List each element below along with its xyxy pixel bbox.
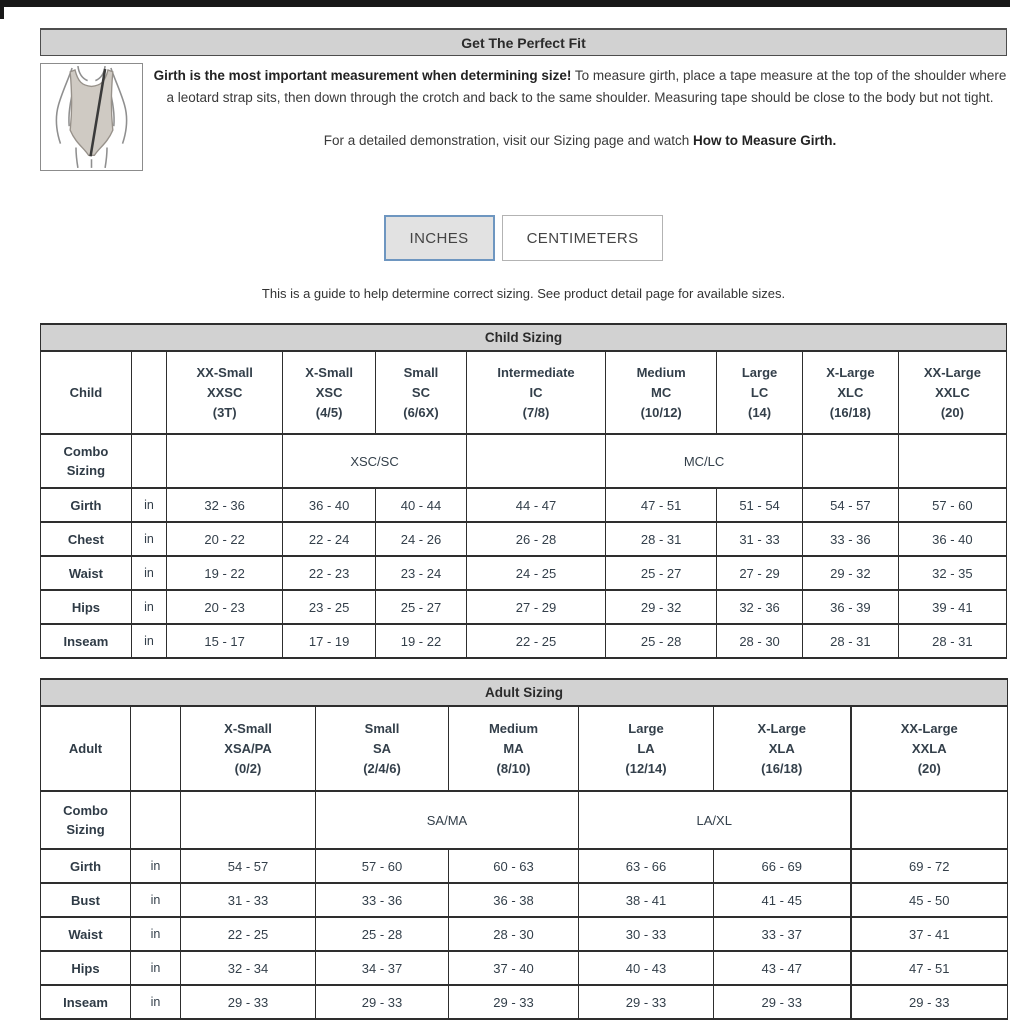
size-column-header: [606, 351, 717, 434]
size-range-cell: 36 - 40: [898, 522, 1006, 556]
size-range-cell: 22 - 25: [181, 917, 316, 951]
size-column-sizes: (10/12): [640, 404, 682, 420]
size-range-cell: 25 - 28: [316, 917, 449, 951]
size-column-header: [376, 351, 467, 434]
combo-sizing-row: [41, 434, 1007, 488]
combo-cell: MC/LC: [606, 434, 803, 488]
measurement-row-label: Inseam: [41, 985, 131, 1019]
size-range-cell: 29 - 33: [851, 985, 1008, 1019]
size-column-name: XX-Small: [196, 364, 253, 380]
size-column-code: LA: [637, 740, 655, 756]
size-range-cell: 33 - 37: [714, 917, 851, 951]
size-range-cell: 29 - 33: [714, 985, 851, 1019]
size-column-sizes: (20): [917, 760, 941, 776]
size-range-cell: 17 - 19: [283, 624, 376, 658]
size-column-header: [283, 351, 376, 434]
size-column-sizes: (4/5): [315, 404, 343, 420]
combo-cell: SA/MA: [316, 791, 579, 849]
size-range-cell: 22 - 24: [283, 522, 376, 556]
size-column-header: [579, 706, 714, 791]
size-column-sizes: (14): [748, 404, 772, 420]
unit-toggle: [40, 215, 1007, 261]
measurement-row-label: Girth: [41, 488, 132, 522]
size-range-cell: 40 - 43: [579, 951, 714, 985]
size-column-code: MC: [651, 384, 672, 400]
measurement-row-label: Waist: [41, 917, 131, 951]
demo-line-bold: How to Measure Girth.: [692, 133, 837, 148]
size-column-header: [181, 706, 316, 791]
measurement-row-label: Inseam: [41, 624, 132, 658]
unit-cell: in: [131, 985, 181, 1019]
size-range-cell: 19 - 22: [167, 556, 283, 590]
unit-cell: in: [131, 849, 181, 883]
demo-line: [153, 133, 1007, 148]
size-range-cell: 32 - 36: [167, 488, 283, 522]
size-range-cell: 24 - 26: [376, 522, 467, 556]
size-column-name: Small: [403, 364, 439, 380]
size-range-cell: 43 - 47: [714, 951, 851, 985]
size-range-cell: 54 - 57: [802, 488, 898, 522]
size-column-name: XX-Large: [923, 364, 981, 380]
size-column-name: Small: [364, 720, 400, 736]
size-range-cell: 54 - 57: [181, 849, 316, 883]
page-title: Get The Perfect Fit: [40, 28, 1007, 56]
size-column-header: [449, 706, 579, 791]
size-range-cell: 40 - 44: [376, 488, 467, 522]
measurement-row-label: Waist: [41, 556, 132, 590]
size-range-cell: 29 - 33: [181, 985, 316, 1019]
size-range-cell: 32 - 36: [717, 590, 803, 624]
unit-cell: in: [131, 556, 166, 590]
page-top-rule: [0, 0, 1010, 7]
combo-row-header: Combo Sizing: [41, 434, 132, 488]
combo-cell: XSC/SC: [283, 434, 467, 488]
size-range-cell: 23 - 24: [376, 556, 467, 590]
size-range-cell: 19 - 22: [376, 624, 467, 658]
size-range-cell: 26 - 28: [466, 522, 605, 556]
size-range-cell: 29 - 32: [802, 556, 898, 590]
size-range-cell: 27 - 29: [717, 556, 803, 590]
size-range-cell: 32 - 35: [898, 556, 1006, 590]
size-column-name: X-Large: [757, 720, 806, 736]
measurement-row: [41, 849, 1008, 883]
size-range-cell: 28 - 31: [898, 624, 1006, 658]
table-title-row: [41, 324, 1007, 351]
measurement-row: [41, 590, 1007, 624]
size-range-cell: 66 - 69: [714, 849, 851, 883]
size-column-header: [717, 351, 803, 434]
combo-cell: [181, 791, 316, 849]
combo-unit-cell: [131, 791, 181, 849]
unit-cell: in: [131, 624, 166, 658]
demo-line-pre: For a detailed demonstration, visit our Sizing page and watch: [323, 133, 693, 148]
combo-cell: [898, 434, 1006, 488]
size-range-cell: 36 - 40: [283, 488, 376, 522]
size-range-cell: 20 - 22: [167, 522, 283, 556]
adult-sizing-table: [40, 678, 1008, 1020]
measurement-row-label: Girth: [41, 849, 131, 883]
size-column-code: XSA/PA: [224, 740, 272, 756]
size-range-cell: 41 - 45: [714, 883, 851, 917]
size-range-cell: 31 - 33: [181, 883, 316, 917]
size-range-cell: 22 - 23: [283, 556, 376, 590]
inches-button[interactable]: INCHES: [384, 215, 495, 261]
table-title: Child Sizing: [41, 324, 1007, 351]
size-column-code: XXLC: [935, 384, 970, 400]
size-column-sizes: (16/18): [761, 760, 803, 776]
size-column-sizes: (0/2): [234, 760, 262, 776]
size-range-cell: 69 - 72: [851, 849, 1008, 883]
unit-cell: in: [131, 883, 181, 917]
table-row-header: Child: [41, 351, 132, 434]
size-column-code: XXSC: [206, 384, 243, 400]
size-column-sizes: (8/10): [496, 760, 531, 776]
unit-cell: in: [131, 488, 166, 522]
size-range-cell: 37 - 40: [449, 951, 579, 985]
size-column-code: XLC: [837, 384, 864, 400]
measurement-row: [41, 522, 1007, 556]
size-range-cell: 45 - 50: [851, 883, 1008, 917]
size-range-cell: 30 - 33: [579, 917, 714, 951]
size-range-cell: 22 - 25: [466, 624, 605, 658]
centimeters-button[interactable]: CENTIMETERS: [502, 215, 664, 261]
size-range-cell: 29 - 33: [579, 985, 714, 1019]
size-column-header: [802, 351, 898, 434]
size-column-code: XXLA: [911, 740, 947, 756]
size-range-cell: 44 - 47: [466, 488, 605, 522]
unit-header-cell: [131, 351, 166, 434]
size-range-cell: 25 - 28: [606, 624, 717, 658]
leotard-girth-icon: [43, 66, 140, 168]
size-range-cell: 47 - 51: [606, 488, 717, 522]
size-range-cell: 33 - 36: [802, 522, 898, 556]
size-range-cell: 28 - 31: [802, 624, 898, 658]
measurement-row: [41, 951, 1008, 985]
table-row-header: Adult: [41, 706, 131, 791]
girth-measurement-figure: [40, 63, 143, 171]
unit-cell: in: [131, 590, 166, 624]
size-guide-page: [40, 28, 1007, 1020]
size-range-cell: 39 - 41: [898, 590, 1006, 624]
size-column-name: Intermediate: [497, 364, 575, 380]
size-range-cell: 28 - 30: [717, 624, 803, 658]
size-column-name: Large: [628, 720, 664, 736]
size-column-sizes: (3T): [212, 404, 237, 420]
combo-cell: [466, 434, 605, 488]
size-column-code: IC: [529, 384, 543, 400]
size-column-header: [898, 351, 1006, 434]
combo-sizing-row: [41, 791, 1008, 849]
sizing-guide-note: This is a guide to help determine correct sizing. See product detail page for available sizes.: [261, 286, 786, 301]
size-range-cell: 38 - 41: [579, 883, 714, 917]
size-column-code: XLA: [768, 740, 795, 756]
size-column-sizes: (7/8): [522, 404, 550, 420]
size-range-cell: 15 - 17: [167, 624, 283, 658]
size-column-code: SC: [411, 384, 430, 400]
size-header-row: [41, 351, 1007, 434]
size-column-header: [167, 351, 283, 434]
combo-cell: [802, 434, 898, 488]
size-range-cell: 28 - 30: [449, 917, 579, 951]
girth-intro-paragraph: [153, 65, 1007, 109]
size-range-cell: 36 - 38: [449, 883, 579, 917]
size-range-cell: 23 - 25: [283, 590, 376, 624]
combo-row-header: Combo Sizing: [41, 791, 131, 849]
size-range-cell: 57 - 60: [316, 849, 449, 883]
unit-cell: in: [131, 951, 181, 985]
size-column-name: X-Small: [224, 720, 272, 736]
page-left-rule: [0, 7, 4, 19]
measurement-row: [41, 556, 1007, 590]
size-range-cell: 33 - 36: [316, 883, 449, 917]
size-column-name: X-Large: [826, 364, 875, 380]
size-column-sizes: (6/6X): [403, 404, 439, 420]
size-range-cell: 47 - 51: [851, 951, 1008, 985]
child-sizing-table: [40, 323, 1007, 659]
size-column-header: [466, 351, 605, 434]
measurement-row: [41, 624, 1007, 658]
combo-cell: [167, 434, 283, 488]
unit-header-cell: [131, 706, 181, 791]
size-column-sizes: (2/4/6): [363, 760, 401, 776]
size-column-sizes: (12/14): [625, 760, 667, 776]
size-range-cell: 60 - 63: [449, 849, 579, 883]
size-column-header: [714, 706, 851, 791]
measurement-row: [41, 488, 1007, 522]
size-range-cell: 29 - 33: [449, 985, 579, 1019]
measurement-row: [41, 917, 1008, 951]
table-title-row: [41, 679, 1008, 706]
combo-cell: [851, 791, 1008, 849]
size-range-cell: 31 - 33: [717, 522, 803, 556]
size-column-name: Medium: [488, 720, 539, 736]
size-range-cell: 25 - 27: [606, 556, 717, 590]
combo-unit-cell: [131, 434, 166, 488]
size-range-cell: 37 - 41: [851, 917, 1008, 951]
intro-text-column: [143, 63, 1007, 148]
size-column-sizes: (16/18): [829, 404, 871, 420]
size-range-cell: 27 - 29: [466, 590, 605, 624]
size-column-sizes: (20): [940, 404, 964, 420]
size-range-cell: 32 - 34: [181, 951, 316, 985]
size-range-cell: 29 - 33: [316, 985, 449, 1019]
unit-cell: in: [131, 917, 181, 951]
size-column-code: LC: [750, 384, 769, 400]
size-column-name: X-Small: [305, 364, 353, 380]
size-range-cell: 29 - 32: [606, 590, 717, 624]
unit-cell: in: [131, 522, 166, 556]
size-range-cell: 24 - 25: [466, 556, 605, 590]
measurement-row: [41, 985, 1008, 1019]
size-column-code: XSC: [315, 384, 343, 400]
size-range-cell: 20 - 23: [167, 590, 283, 624]
measurement-row-label: Hips: [41, 590, 132, 624]
size-range-cell: 57 - 60: [898, 488, 1006, 522]
intro-section: [40, 63, 1007, 171]
size-column-header: [316, 706, 449, 791]
measurement-row-label: Bust: [41, 883, 131, 917]
size-range-cell: 36 - 39: [802, 590, 898, 624]
measurement-row: [41, 883, 1008, 917]
girth-intro-rest: To measure girth, place a tape measure at the top of the shoulder where a leotard strap sits, then down through the crotch and back to the same shoulder. Measuring tape should be close to the body but not tight.: [166, 68, 1007, 105]
size-column-code: MA: [503, 740, 524, 756]
size-range-cell: 25 - 27: [376, 590, 467, 624]
table-title: Adult Sizing: [41, 679, 1008, 706]
size-range-cell: 28 - 31: [606, 522, 717, 556]
size-column-name: Medium: [636, 364, 686, 380]
size-header-row: [41, 706, 1008, 791]
size-column-code: SA: [372, 740, 392, 756]
combo-cell: LA/XL: [579, 791, 851, 849]
size-range-cell: 34 - 37: [316, 951, 449, 985]
size-range-cell: 51 - 54: [717, 488, 803, 522]
measurement-row-label: Chest: [41, 522, 132, 556]
size-range-cell: 63 - 66: [579, 849, 714, 883]
measurement-row-label: Hips: [41, 951, 131, 985]
girth-intro-bold: Girth is the most important measurement when determining size!: [153, 68, 572, 83]
size-column-name: XX-Large: [900, 720, 958, 736]
size-column-header: [851, 706, 1008, 791]
size-column-name: Large: [741, 364, 778, 380]
